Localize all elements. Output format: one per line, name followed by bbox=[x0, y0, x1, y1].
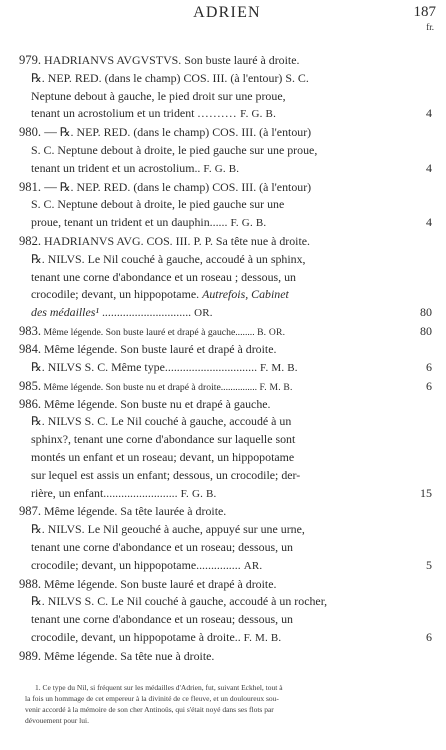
entry-line bbox=[19, 179, 432, 197]
price-value: 6 bbox=[426, 378, 432, 393]
entry-text: NEP. RED. (dans le champ) COS. III. (à l'entour) bbox=[76, 179, 312, 194]
footnote-line: la fois un hommage de cet empereur à la divinité de ce fleuve, et un douloureux sou- bbox=[25, 694, 279, 703]
entry-italic-text: Autrefois, Cabinet bbox=[202, 287, 289, 302]
price-value: 15 bbox=[420, 485, 432, 500]
entry-text: NEP. RED. (dans le champ) COS. III. (à l'entour) S. C. bbox=[47, 70, 309, 85]
catalog-entry-981 bbox=[19, 179, 432, 233]
reverse-symbol: ℞. bbox=[31, 70, 45, 85]
catalog-entry-979 bbox=[19, 52, 432, 124]
entry-line bbox=[19, 323, 432, 341]
metal-size-mark: B. OR. bbox=[257, 326, 286, 338]
entry-number: 980. — bbox=[19, 125, 57, 140]
entry-text: rière, un enfant......................... bbox=[31, 485, 178, 500]
entry-line bbox=[31, 431, 432, 449]
entry-text: Même légende. Sa tête laurée à droite. bbox=[44, 504, 227, 519]
metal-size-mark: F. M. B. bbox=[243, 631, 282, 644]
entry-line bbox=[31, 557, 432, 576]
entry-line bbox=[31, 449, 432, 467]
entry-line bbox=[19, 378, 432, 396]
reverse-symbol: ℞. bbox=[31, 251, 45, 266]
entry-line bbox=[31, 629, 432, 648]
page-number: 187 bbox=[413, 4, 436, 20]
metal-size-mark: F. G. B. bbox=[240, 108, 277, 121]
entry-line bbox=[31, 467, 432, 485]
entry-text: HADRIANVS AVG. COS. III. P. P. Sa tête nue à droite. bbox=[44, 233, 311, 248]
reverse-symbol: ℞. bbox=[59, 179, 74, 194]
entry-line bbox=[31, 160, 432, 179]
entry-text: Même légende. Son buste lauré et drapé à droite. bbox=[44, 576, 277, 591]
price-value: 6 bbox=[426, 359, 432, 374]
catalog-entry-983 bbox=[19, 323, 432, 341]
entry-number: 983. bbox=[19, 323, 42, 338]
entry-line: tenant un acrostolium et un trident .......... F. G. B. 4 bbox=[31, 105, 432, 124]
entry-number: 988. bbox=[19, 576, 42, 591]
reverse-symbol: ℞. bbox=[59, 125, 74, 140]
entry-line bbox=[31, 413, 432, 431]
reverse-symbol: ℞. bbox=[31, 359, 45, 374]
entry-line bbox=[31, 196, 432, 214]
entry-line bbox=[31, 251, 432, 269]
footnote bbox=[25, 682, 429, 726]
entry-text: NILVS. Le Nil couché à gauche, accoudé à un sphinx, bbox=[47, 251, 306, 266]
entry-text: tenant un trident et un acrostolium.. bbox=[31, 160, 201, 175]
catalog-entry-980 bbox=[19, 124, 432, 178]
entry-line bbox=[19, 576, 432, 594]
entry-line bbox=[19, 233, 432, 251]
price-value: 6 bbox=[426, 629, 432, 644]
footnote-line: venir accordé à la mémoire de son cher Antinoüs, qui s'était noyé dans ses flots par bbox=[25, 705, 274, 714]
entry-line bbox=[19, 396, 432, 414]
entry-text: crocodile; devant, un hippopotame............... bbox=[31, 557, 241, 572]
price-value: 4 bbox=[426, 106, 432, 121]
entry-line bbox=[31, 214, 432, 233]
entry-number: 989. bbox=[19, 648, 42, 663]
price-value: 80 bbox=[420, 305, 432, 320]
reverse-symbol: ℞. bbox=[31, 414, 45, 429]
entry-line bbox=[31, 269, 432, 287]
entry-line bbox=[19, 503, 432, 521]
entry-text: Neptune debout à gauche, le pied droit sur une proue, bbox=[31, 88, 286, 103]
entry-text: Même légende. Son buste nu et drapé à gauche. bbox=[44, 396, 271, 411]
entry-line bbox=[31, 521, 432, 539]
entry-text: montés un enfant et un roseau; devant, un hippopotame bbox=[31, 449, 295, 464]
catalog-entry-985 bbox=[19, 378, 432, 396]
entry-text: NEP. RED. (dans le champ) COS. III. (à l'entour) bbox=[76, 125, 312, 140]
currency-unit-label: fr. bbox=[426, 22, 434, 32]
entry-text: Même légende. Son buste nu et drapé à droite............... bbox=[43, 381, 258, 393]
catalog-entries bbox=[19, 52, 432, 666]
entry-text: Même légende. Sa tête nue à droite. bbox=[44, 648, 215, 663]
entry-line bbox=[31, 142, 432, 160]
entry-text: crocodile; devant, un hippopotame. bbox=[31, 287, 200, 302]
price-value: 4 bbox=[426, 215, 432, 230]
entry-text: Même légende. Son buste lauré et drapé à droite. bbox=[44, 341, 277, 356]
entry-line bbox=[19, 648, 432, 666]
entry-italic-text: des médailles¹ bbox=[31, 305, 99, 320]
catalog-entry-989 bbox=[19, 648, 432, 666]
entry-line bbox=[31, 286, 432, 304]
catalog-entry-987 bbox=[19, 503, 432, 575]
price-value: 4 bbox=[426, 160, 432, 175]
entry-line bbox=[31, 539, 432, 557]
entry-text: Même légende. Son buste lauré et drapé à gauche........ bbox=[43, 326, 255, 338]
catalog-entry-984 bbox=[19, 341, 432, 378]
entry-line bbox=[31, 70, 432, 88]
entry-number: 987. bbox=[19, 504, 42, 519]
entry-line bbox=[31, 593, 432, 611]
entry-text: proue, tenant un trident et un dauphin...... bbox=[31, 215, 228, 230]
entry-number: 984. bbox=[19, 341, 42, 356]
reverse-symbol: ℞. bbox=[31, 594, 45, 609]
entry-text: tenant une corne d'abondance et un roseau ; dessous, un bbox=[31, 269, 296, 284]
entry-text: HADRIANVS AVGVSTVS. Son buste lauré à droite. bbox=[44, 53, 300, 67]
page-header bbox=[18, 4, 436, 36]
running-title: ADRIEN bbox=[193, 4, 261, 21]
entry-line bbox=[19, 124, 432, 142]
entry-number: 985. bbox=[19, 378, 42, 393]
entry-text: NILVS S. C. Le Nil couché à gauche, accoudé à un bbox=[47, 414, 292, 429]
metal-size-mark: F. M. B. bbox=[259, 381, 293, 393]
entry-text: .............................. bbox=[101, 305, 192, 320]
entry-number: 982. bbox=[19, 233, 42, 248]
entry-text: S. C. Neptune debout à droite, le pied gauche sur une proue, bbox=[31, 142, 318, 157]
entry-text: S. C. Neptune debout à droite, le pied gauche sur une bbox=[31, 197, 285, 212]
metal-size-mark: F. G. B. bbox=[203, 162, 240, 175]
entry-text: NILVS S. C. Même type............................... bbox=[47, 359, 258, 374]
entry-line bbox=[31, 611, 432, 629]
metal-size-mark: F. G. B. bbox=[230, 217, 267, 230]
entry-text: tenant une corne d'abondance et un roseau; dessous, un bbox=[31, 612, 294, 627]
metal-size-mark: OR. bbox=[194, 307, 213, 320]
entry-text: sur lequel est assis un enfant; dessous, un crocodile; der- bbox=[31, 467, 301, 482]
footnote-line: 1. Ce type du Nil, si fréquent sur les médailles d'Adrien, fut, suivant Eckhel, tout à bbox=[35, 683, 283, 692]
entry-line bbox=[31, 359, 432, 378]
catalog-entry-988 bbox=[19, 576, 432, 648]
reverse-symbol: ℞. bbox=[31, 522, 45, 537]
metal-size-mark: F. G. B. bbox=[180, 487, 217, 500]
price-value: 80 bbox=[420, 323, 432, 338]
entry-text: tenant une corne d'abondance et un roseau; dessous, un bbox=[31, 539, 294, 554]
catalog-entry-982 bbox=[19, 233, 432, 323]
entry-text: sphinx?, tenant une corne d'abondance sur laquelle sont bbox=[31, 432, 296, 447]
price-value: 5 bbox=[426, 557, 432, 572]
entry-line bbox=[31, 88, 432, 106]
entry-number: 979. bbox=[19, 53, 42, 67]
entry-text: NILVS S. C. Le Nil couché à gauche, accoudé à un rocher, bbox=[47, 594, 328, 609]
entry-line bbox=[31, 304, 432, 323]
metal-size-mark: F. M. B. bbox=[260, 361, 298, 374]
metal-size-mark: AR. bbox=[243, 559, 263, 572]
catalog-entry-986 bbox=[19, 396, 432, 504]
entry-line bbox=[19, 341, 432, 359]
footnote-line: dévouement pour lui. bbox=[25, 716, 89, 725]
entry-line bbox=[31, 485, 432, 504]
entry-text: crocodile, devant, un hippopotame à droite.. bbox=[31, 629, 241, 644]
entry-line bbox=[19, 52, 432, 70]
entry-number: 981. — bbox=[19, 179, 57, 194]
entry-text: NILVS. Le Nil geouché à auche, appuyé sur une urne, bbox=[47, 522, 305, 537]
entry-number: 986. bbox=[19, 396, 42, 411]
entry-text: tenant un acrostolium et un trident bbox=[31, 106, 195, 121]
